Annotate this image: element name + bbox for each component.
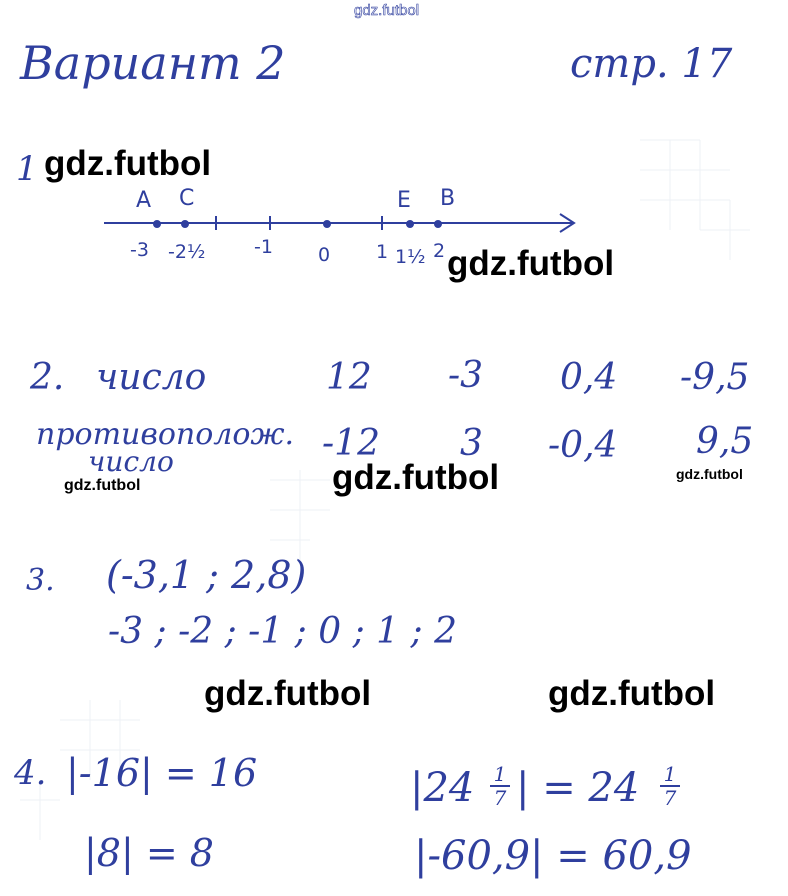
tick-label-neg1: -1 xyxy=(254,236,273,258)
task4-eq3-mid: | = 24 xyxy=(516,765,640,811)
task2-row1-value-2: -3 xyxy=(448,355,484,396)
tick-label-neg3: -3 xyxy=(130,239,149,261)
point-label-b: B xyxy=(440,186,456,211)
tick-label-zero: 0 xyxy=(318,244,331,266)
task2-number: 2. xyxy=(30,357,65,398)
watermark: gdz.futbol xyxy=(44,144,212,183)
task2-row2-value-4: 9,5 xyxy=(696,421,754,462)
task4-eq3-whole: |24 xyxy=(410,765,475,811)
watermark: gdz.futbol xyxy=(548,674,716,713)
task2-row1-value-4: -9,5 xyxy=(680,357,750,398)
task4-eq2: |8| = 8 xyxy=(84,831,214,875)
watermark: gdz.futbol xyxy=(204,674,372,713)
page-number: стр. 17 xyxy=(570,41,733,87)
task4-eq3-frac-den: 7 xyxy=(493,786,507,810)
point-label-c: C xyxy=(179,186,195,211)
task4-eq3-res-num: 1 xyxy=(663,762,677,786)
task4-number: 4. xyxy=(14,753,47,793)
point-label-a: A xyxy=(136,188,152,213)
tick-label-one: 1 xyxy=(376,241,389,263)
task3-number: 3. xyxy=(26,563,55,598)
task4-eq4: |-60,9| = 60,9 xyxy=(414,833,692,879)
task2-row2-value-1: -12 xyxy=(322,423,380,464)
watermark-top: gdz.futbol xyxy=(354,2,420,19)
task4-eq3-fraction xyxy=(490,764,510,808)
task2-row2-label-line2: число xyxy=(88,445,174,478)
tick-label-two: 2 xyxy=(433,240,446,262)
task3-interval: (-3,1 ; 2,8) xyxy=(106,553,307,597)
tick-label-neg2-half: -2½ xyxy=(168,241,206,263)
variant-title: Вариант 2 xyxy=(20,36,286,90)
task2-row1-label: число xyxy=(96,357,207,398)
task4-eq3-res-den: 7 xyxy=(663,786,677,810)
point-label-e: E xyxy=(397,188,411,213)
task2-row2-label: противополож. xyxy=(36,417,295,452)
watermark: gdz.futbol xyxy=(332,458,500,497)
task4-eq3-frac-num: 1 xyxy=(493,762,507,786)
point-b-dot xyxy=(434,220,442,228)
task4-eq3-result-fraction xyxy=(660,764,680,808)
watermark: gdz.futbol xyxy=(447,244,615,283)
task4-eq1: |-16| = 16 xyxy=(66,751,258,795)
point-c-dot xyxy=(181,220,189,228)
task2-row1-value-3: 0,4 xyxy=(560,357,618,398)
task2-row2-value-3: -0,4 xyxy=(548,425,618,466)
task2-row2-value-2: 3 xyxy=(460,423,483,464)
task1-number: 1 xyxy=(16,149,38,189)
point-a-dot xyxy=(153,220,161,228)
tick-label-one-half: 1½ xyxy=(395,246,426,268)
task3-integers: -3 ; -2 ; -1 ; 0 ; 1 ; 2 xyxy=(108,611,457,652)
watermark: gdz.futbol xyxy=(64,477,141,494)
point-e-dot xyxy=(406,220,414,228)
origin-dot xyxy=(323,220,331,228)
watermark: gdz.futbol xyxy=(676,466,743,482)
task2-row1-value-1: 12 xyxy=(326,357,372,398)
